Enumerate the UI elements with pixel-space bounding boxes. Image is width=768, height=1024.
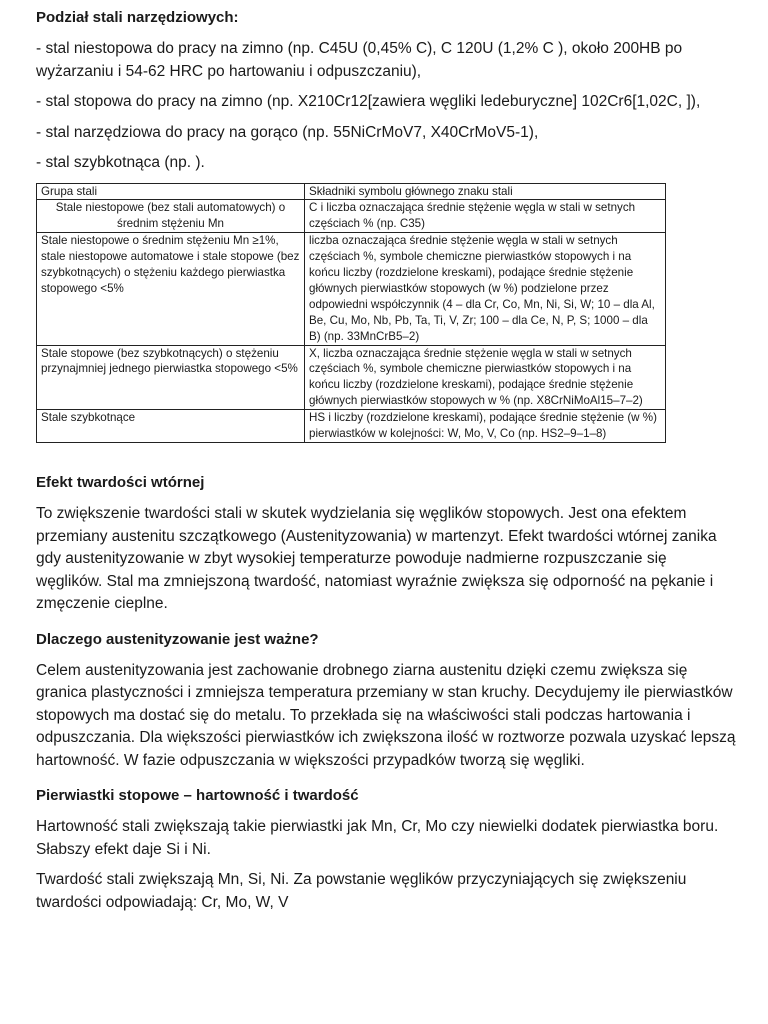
- bullet-cold-work-alloyed: - stal stopowa do pracy na zimno (np. X210Cr12[zawiera węgliki ledeburyczne] 102Cr6[1,02C, ]),: [36, 93, 701, 110]
- section-heading-secondary-hardness: Efekt twardości wtórnej: [36, 474, 205, 491]
- paragraph-austenitizing: Celem austenityzowania jest zachowanie drobnego ziarna austenitu dzięki czemu zwiększa się granica plastyczności i zmniejsza temperatura przemiany w stan kruchy. Decydujemy ile pierwiastków stopowych ma dostać się do metalu. To przekłada się na właściwości stali podczas hartowania i odpuszczania. Dla większości pierwiastków ich zwiększona ilość w roztworze pozwala uzyskać lepszą hartowność. W fazie odpuszczania w większości przypadków tworzą się węgliki.: [36, 661, 736, 769]
- section-heading-alloying-elements: Pierwiastki stopowe – hartowność i twardość: [36, 787, 359, 804]
- section-heading-austenitizing: Dlaczego austenityzowanie jest ważne?: [36, 630, 319, 648]
- table-row: [37, 233, 666, 345]
- table-header-cell: Grupa stali: [37, 183, 305, 200]
- bullet-high-speed: - stal szybkotnąca (np. ).: [36, 154, 205, 171]
- paragraph-hardness: Twardość stali zwiększają Mn, Si, Ni. Za powstanie węglików przyczyniających się zwiększeniu twardości odpowiadają: Cr, Mo, W, V: [36, 871, 687, 911]
- steel-designation-table: [36, 183, 666, 444]
- table-header-cell: Składniki symbolu głównego znaku stali: [305, 183, 666, 200]
- table-header-row: [37, 183, 666, 200]
- table-cell-symbol: HS i liczby (rozdzielone kreskami), podające średnie stężenie (w %) pierwiastków w kolejności: W, Mo, V, Co (np. HS2–9–1–8): [305, 410, 666, 443]
- table-cell-group: Stale szybkotnące: [37, 410, 305, 443]
- table-cell-symbol: X, liczba oznaczająca średnie stężenie węgla w stali w setnych częściach %, symbole chemiczne pierwiastków stopowych i na końcu liczby (rozdzielone kreskami), podające średnie stężenie głównych pierwiastków stopowych w % (np. X8CrNiMoAl15–7–2): [305, 345, 666, 410]
- table-row: [37, 345, 666, 410]
- table-cell-symbol: C i liczba oznaczająca średnie stężenie węgla w stali w setnych częściach % (np. C35): [305, 200, 666, 233]
- paragraph-hardenability: Hartowność stali zwiększają takie pierwiastki jak Mn, Cr, Mo czy niewielki dodatek pierwiastka boru. Słabszy efekt daje Si i Ni.: [36, 818, 719, 858]
- table-cell-symbol: liczba oznaczająca średnie stężenie węgla w stali w setnych częściach %, symbole chemiczne pierwiastków stopowych i na końcu liczby (rozdzielone kreskami), podające średnie stężenie głównych pierwiastków stopowych (w %) podzielone przez odpowiedni współczynnik (4 – dla Cr, Co, Mn, Ni, Si, W; 10 – dla Al, Be, Cu, Mo, Nb, Pb, Ta, Ti, V, Zr; 100 – dla Ce, N, P, S; 1000 – dla B) (np. 33MnCrB5–2): [305, 233, 666, 345]
- section-heading-tool-steel-classification: Podział stali narzędziowych:: [36, 9, 239, 26]
- table-cell-group: Stale niestopowe o średnim stężeniu Mn ≥1%, stale niestopowe automatowe i stale stopowe (bez szybkotnących) o stężeniu każdego pierwiastka stopowego <5%: [37, 233, 305, 345]
- bullet-cold-work-unalloyed: - stal niestopowa do pracy na zimno (np. C45U (0,45% C), C 120U (1,2% C ), około 200HB po wyżarzaniu i 54-62 HRC po hartowaniu i odpuszczaniu),: [36, 40, 683, 80]
- bullet-hot-work: - stal narzędziowa do pracy na gorąco (np. 55NiCrMoV7, X40CrMoV5-1),: [36, 123, 539, 141]
- document-page: [36, 8, 736, 914]
- table-row: [37, 410, 666, 443]
- table-cell-group: Stale stopowe (bez szybkotnących) o stężeniu przynajmniej jednego pierwiastka stopowego <5%: [37, 345, 305, 410]
- table-row: [37, 200, 666, 233]
- table-cell-group: Stale niestopowe (bez stali automatowych) o średnim stężeniu Mn: [37, 200, 305, 233]
- paragraph-secondary-hardness: To zwiększenie twardości stali w skutek wydzielania się węglików stopowych. Jest ona efektem przemiany austenitu szczątkowego (Austenityzowania) w martenzyt. Efekt twardości wtórnej zanika gdy austenityzowanie w zbyt wysokiej temperaturze powoduje nadmierne rozpuszczanie się węglików. Stal ma zmniejszoną twardość, natomiast wyraźnie zwiększa się odporność na pękanie i zmęczenie cieplne.: [36, 505, 717, 612]
